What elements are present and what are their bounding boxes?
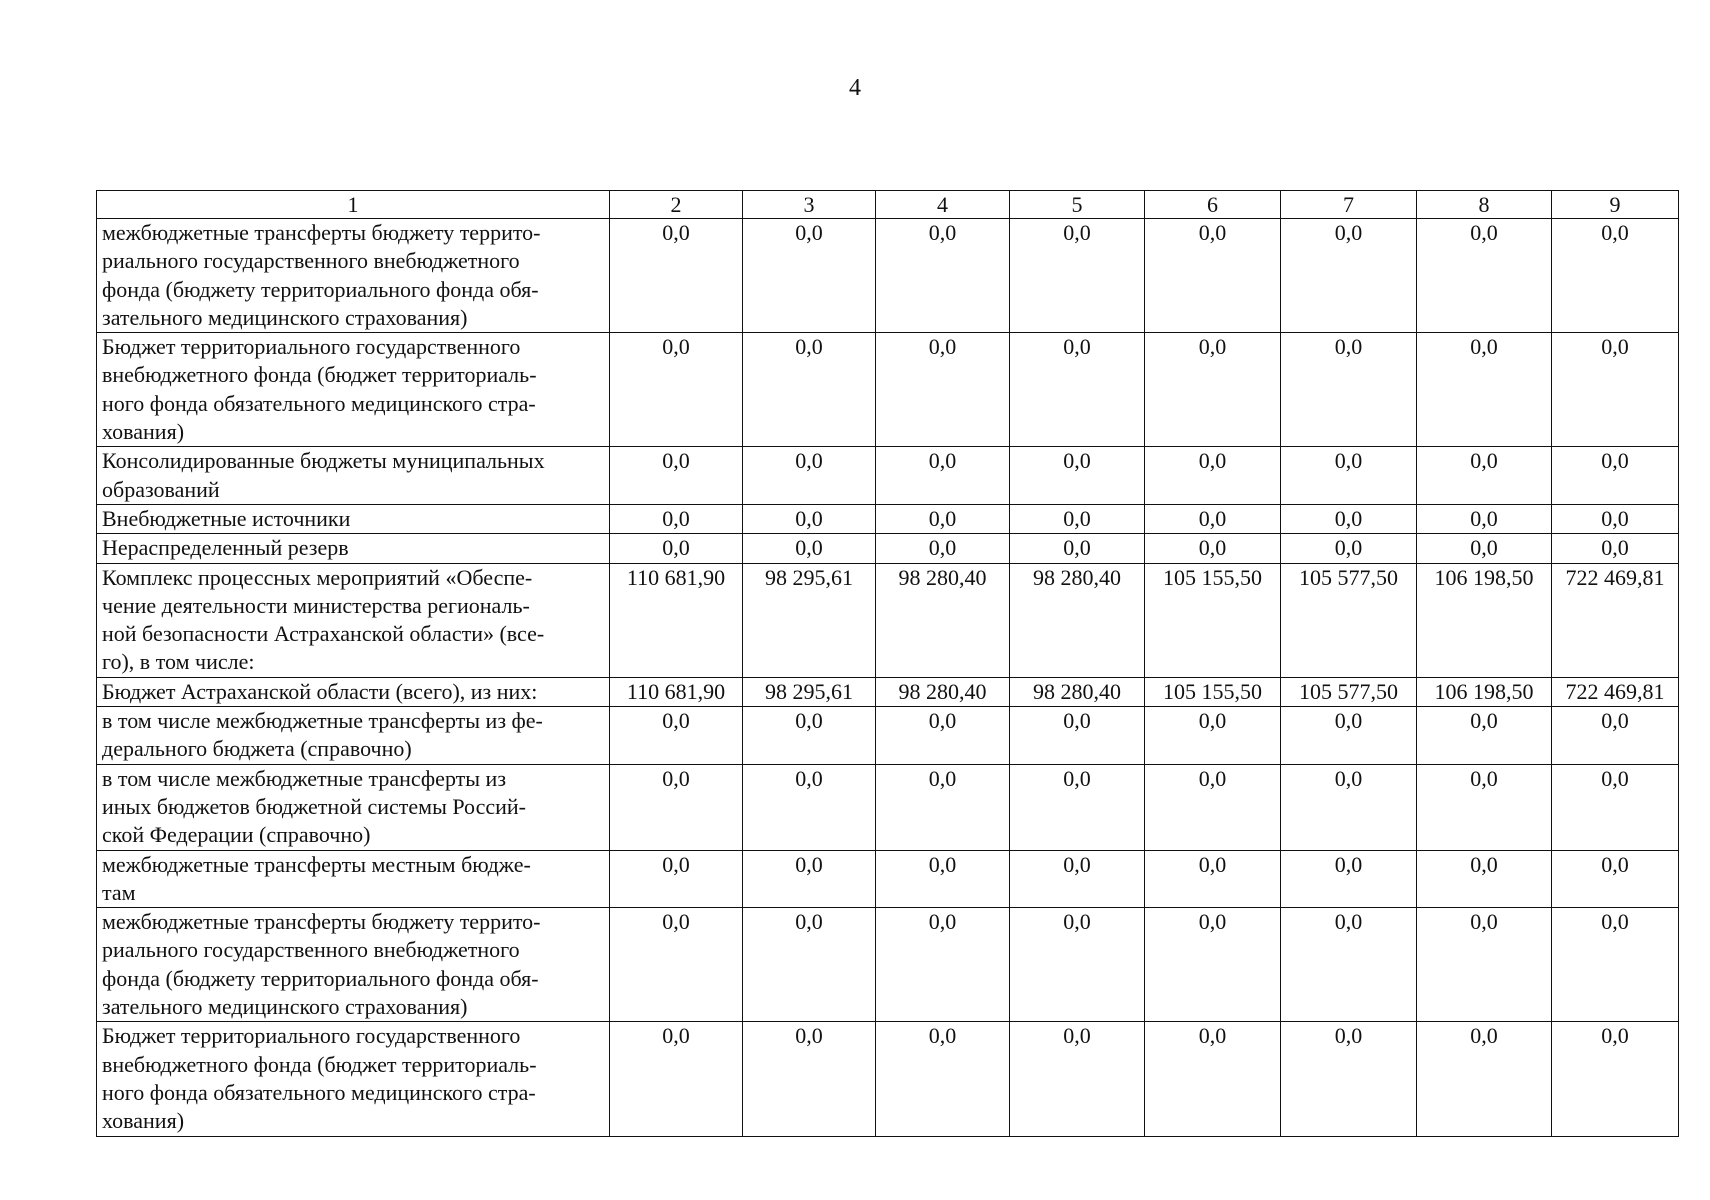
column-header-5: 5 bbox=[1010, 191, 1145, 219]
value-cell: 0,0 bbox=[1417, 1022, 1552, 1136]
value-cell: 105 155,50 bbox=[1145, 677, 1281, 706]
row-label: межбюджетные трансферты бюджету террито- риального государственного внебюджетного фонда (бюджету территориального фонда обя- зательного медицинского страхования) bbox=[97, 219, 610, 333]
value-cell: 0,0 bbox=[743, 447, 876, 505]
value-cell: 0,0 bbox=[1145, 1022, 1281, 1136]
table-row bbox=[97, 1022, 1679, 1136]
value-cell: 0,0 bbox=[1281, 219, 1417, 333]
table-row bbox=[97, 707, 1679, 765]
value-cell: 0,0 bbox=[610, 447, 743, 505]
value-cell: 98 280,40 bbox=[1010, 677, 1145, 706]
value-cell: 0,0 bbox=[876, 504, 1010, 533]
value-cell: 0,0 bbox=[610, 333, 743, 447]
value-cell: 0,0 bbox=[1417, 447, 1552, 505]
value-cell: 0,0 bbox=[1281, 707, 1417, 765]
value-cell: 106 198,50 bbox=[1417, 563, 1552, 677]
table-row bbox=[97, 504, 1679, 533]
value-cell: 0,0 bbox=[1010, 447, 1145, 505]
value-cell: 0,0 bbox=[1417, 908, 1552, 1022]
value-cell: 0,0 bbox=[1010, 764, 1145, 850]
value-cell: 0,0 bbox=[1010, 850, 1145, 908]
value-cell: 0,0 bbox=[743, 764, 876, 850]
page-number: 4 bbox=[849, 75, 861, 101]
value-cell: 0,0 bbox=[1145, 333, 1281, 447]
value-cell: 0,0 bbox=[1281, 447, 1417, 505]
row-label: Бюджет территориального государственного внебюджетного фонда (бюджет территориаль- ного фонда обязательного медицинского стра- хования) bbox=[97, 333, 610, 447]
value-cell: 0,0 bbox=[1552, 707, 1679, 765]
value-cell: 0,0 bbox=[876, 764, 1010, 850]
value-cell: 0,0 bbox=[743, 908, 876, 1022]
value-cell: 0,0 bbox=[1552, 908, 1679, 1022]
value-cell: 110 681,90 bbox=[610, 677, 743, 706]
value-cell: 0,0 bbox=[1281, 908, 1417, 1022]
value-cell: 0,0 bbox=[610, 504, 743, 533]
table-row bbox=[97, 447, 1679, 505]
value-cell: 0,0 bbox=[1552, 850, 1679, 908]
value-cell: 0,0 bbox=[743, 504, 876, 533]
value-cell: 0,0 bbox=[1417, 534, 1552, 563]
value-cell: 98 280,40 bbox=[876, 677, 1010, 706]
value-cell: 0,0 bbox=[876, 219, 1010, 333]
value-cell: 0,0 bbox=[876, 333, 1010, 447]
row-label: Бюджет Астраханской области (всего), из них: bbox=[97, 677, 610, 706]
table-row bbox=[97, 764, 1679, 850]
value-cell: 0,0 bbox=[1145, 447, 1281, 505]
row-label: в том числе межбюджетные трансферты из иных бюджетов бюджетной системы Россий- ской Федерации (справочно) bbox=[97, 764, 610, 850]
column-header-7: 7 bbox=[1281, 191, 1417, 219]
value-cell: 0,0 bbox=[1145, 534, 1281, 563]
value-cell: 0,0 bbox=[610, 908, 743, 1022]
column-header-8: 8 bbox=[1417, 191, 1552, 219]
value-cell: 0,0 bbox=[743, 219, 876, 333]
row-label: в том числе межбюджетные трансферты из фе- дерального бюджета (справочно) bbox=[97, 707, 610, 765]
value-cell: 0,0 bbox=[1281, 1022, 1417, 1136]
value-cell: 0,0 bbox=[1145, 219, 1281, 333]
row-label: Внебюджетные источники bbox=[97, 504, 610, 533]
value-cell: 98 295,61 bbox=[743, 677, 876, 706]
budget-table bbox=[96, 190, 1679, 1137]
value-cell: 0,0 bbox=[1417, 707, 1552, 765]
value-cell: 0,0 bbox=[1552, 447, 1679, 505]
value-cell: 0,0 bbox=[876, 850, 1010, 908]
column-header-2: 2 bbox=[610, 191, 743, 219]
value-cell: 0,0 bbox=[1552, 333, 1679, 447]
value-cell: 0,0 bbox=[1417, 333, 1552, 447]
value-cell: 110 681,90 bbox=[610, 563, 743, 677]
value-cell: 105 577,50 bbox=[1281, 563, 1417, 677]
value-cell: 0,0 bbox=[743, 707, 876, 765]
table-row bbox=[97, 677, 1679, 706]
value-cell: 0,0 bbox=[610, 707, 743, 765]
value-cell: 0,0 bbox=[743, 333, 876, 447]
value-cell: 0,0 bbox=[743, 534, 876, 563]
value-cell: 0,0 bbox=[1145, 504, 1281, 533]
value-cell: 722 469,81 bbox=[1552, 677, 1679, 706]
value-cell: 0,0 bbox=[1281, 850, 1417, 908]
column-header-9: 9 bbox=[1552, 191, 1679, 219]
value-cell: 0,0 bbox=[1010, 333, 1145, 447]
column-header-6: 6 bbox=[1145, 191, 1281, 219]
row-label: Консолидированные бюджеты муниципальных образований bbox=[97, 447, 610, 505]
value-cell: 0,0 bbox=[1417, 764, 1552, 850]
value-cell: 0,0 bbox=[1552, 764, 1679, 850]
value-cell: 0,0 bbox=[610, 534, 743, 563]
value-cell: 0,0 bbox=[1145, 707, 1281, 765]
value-cell: 0,0 bbox=[743, 1022, 876, 1136]
table-row bbox=[97, 908, 1679, 1022]
value-cell: 98 280,40 bbox=[876, 563, 1010, 677]
value-cell: 0,0 bbox=[876, 707, 1010, 765]
column-header-4: 4 bbox=[876, 191, 1010, 219]
value-cell: 0,0 bbox=[1417, 219, 1552, 333]
value-cell: 0,0 bbox=[610, 764, 743, 850]
value-cell: 0,0 bbox=[610, 219, 743, 333]
value-cell: 0,0 bbox=[1010, 707, 1145, 765]
value-cell: 0,0 bbox=[1281, 504, 1417, 533]
value-cell: 0,0 bbox=[1552, 504, 1679, 533]
value-cell: 98 295,61 bbox=[743, 563, 876, 677]
table-header-row bbox=[97, 191, 1679, 219]
value-cell: 0,0 bbox=[1145, 908, 1281, 1022]
table-row bbox=[97, 534, 1679, 563]
table-row bbox=[97, 563, 1679, 677]
value-cell: 98 280,40 bbox=[1010, 563, 1145, 677]
value-cell: 0,0 bbox=[876, 447, 1010, 505]
row-label: Нераспределенный резерв bbox=[97, 534, 610, 563]
row-label: Бюджет территориального государственного внебюджетного фонда (бюджет территориаль- ного фонда обязательного медицинского стра- хования) bbox=[97, 1022, 610, 1136]
value-cell: 0,0 bbox=[1552, 1022, 1679, 1136]
value-cell: 0,0 bbox=[1417, 850, 1552, 908]
row-label: межбюджетные трансферты местным бюдже- там bbox=[97, 850, 610, 908]
value-cell: 0,0 bbox=[743, 850, 876, 908]
value-cell: 0,0 bbox=[1281, 534, 1417, 563]
value-cell: 0,0 bbox=[1145, 850, 1281, 908]
value-cell: 106 198,50 bbox=[1417, 677, 1552, 706]
value-cell: 0,0 bbox=[1417, 504, 1552, 533]
value-cell: 0,0 bbox=[1552, 534, 1679, 563]
value-cell: 0,0 bbox=[1145, 764, 1281, 850]
table-row bbox=[97, 219, 1679, 333]
value-cell: 0,0 bbox=[876, 1022, 1010, 1136]
value-cell: 0,0 bbox=[1010, 219, 1145, 333]
value-cell: 105 155,50 bbox=[1145, 563, 1281, 677]
value-cell: 0,0 bbox=[1552, 219, 1679, 333]
value-cell: 722 469,81 bbox=[1552, 563, 1679, 677]
value-cell: 0,0 bbox=[876, 908, 1010, 1022]
value-cell: 0,0 bbox=[1281, 333, 1417, 447]
row-label: Комплекс процессных мероприятий «Обеспе- чение деятельности министерства региональ- ной безопасности Астраханской области» (все- го), в том числе: bbox=[97, 563, 610, 677]
value-cell: 0,0 bbox=[1281, 764, 1417, 850]
value-cell: 0,0 bbox=[610, 1022, 743, 1136]
value-cell: 0,0 bbox=[610, 850, 743, 908]
table-row bbox=[97, 333, 1679, 447]
column-header-3: 3 bbox=[743, 191, 876, 219]
value-cell: 0,0 bbox=[1010, 504, 1145, 533]
value-cell: 0,0 bbox=[1010, 534, 1145, 563]
table-row bbox=[97, 850, 1679, 908]
value-cell: 0,0 bbox=[1010, 1022, 1145, 1136]
value-cell: 0,0 bbox=[876, 534, 1010, 563]
row-label: межбюджетные трансферты бюджету террито- риального государственного внебюджетного фонда (бюджету территориального фонда обя- зательного медицинского страхования) bbox=[97, 908, 610, 1022]
column-header-1: 1 bbox=[97, 191, 610, 219]
value-cell: 105 577,50 bbox=[1281, 677, 1417, 706]
value-cell: 0,0 bbox=[1010, 908, 1145, 1022]
